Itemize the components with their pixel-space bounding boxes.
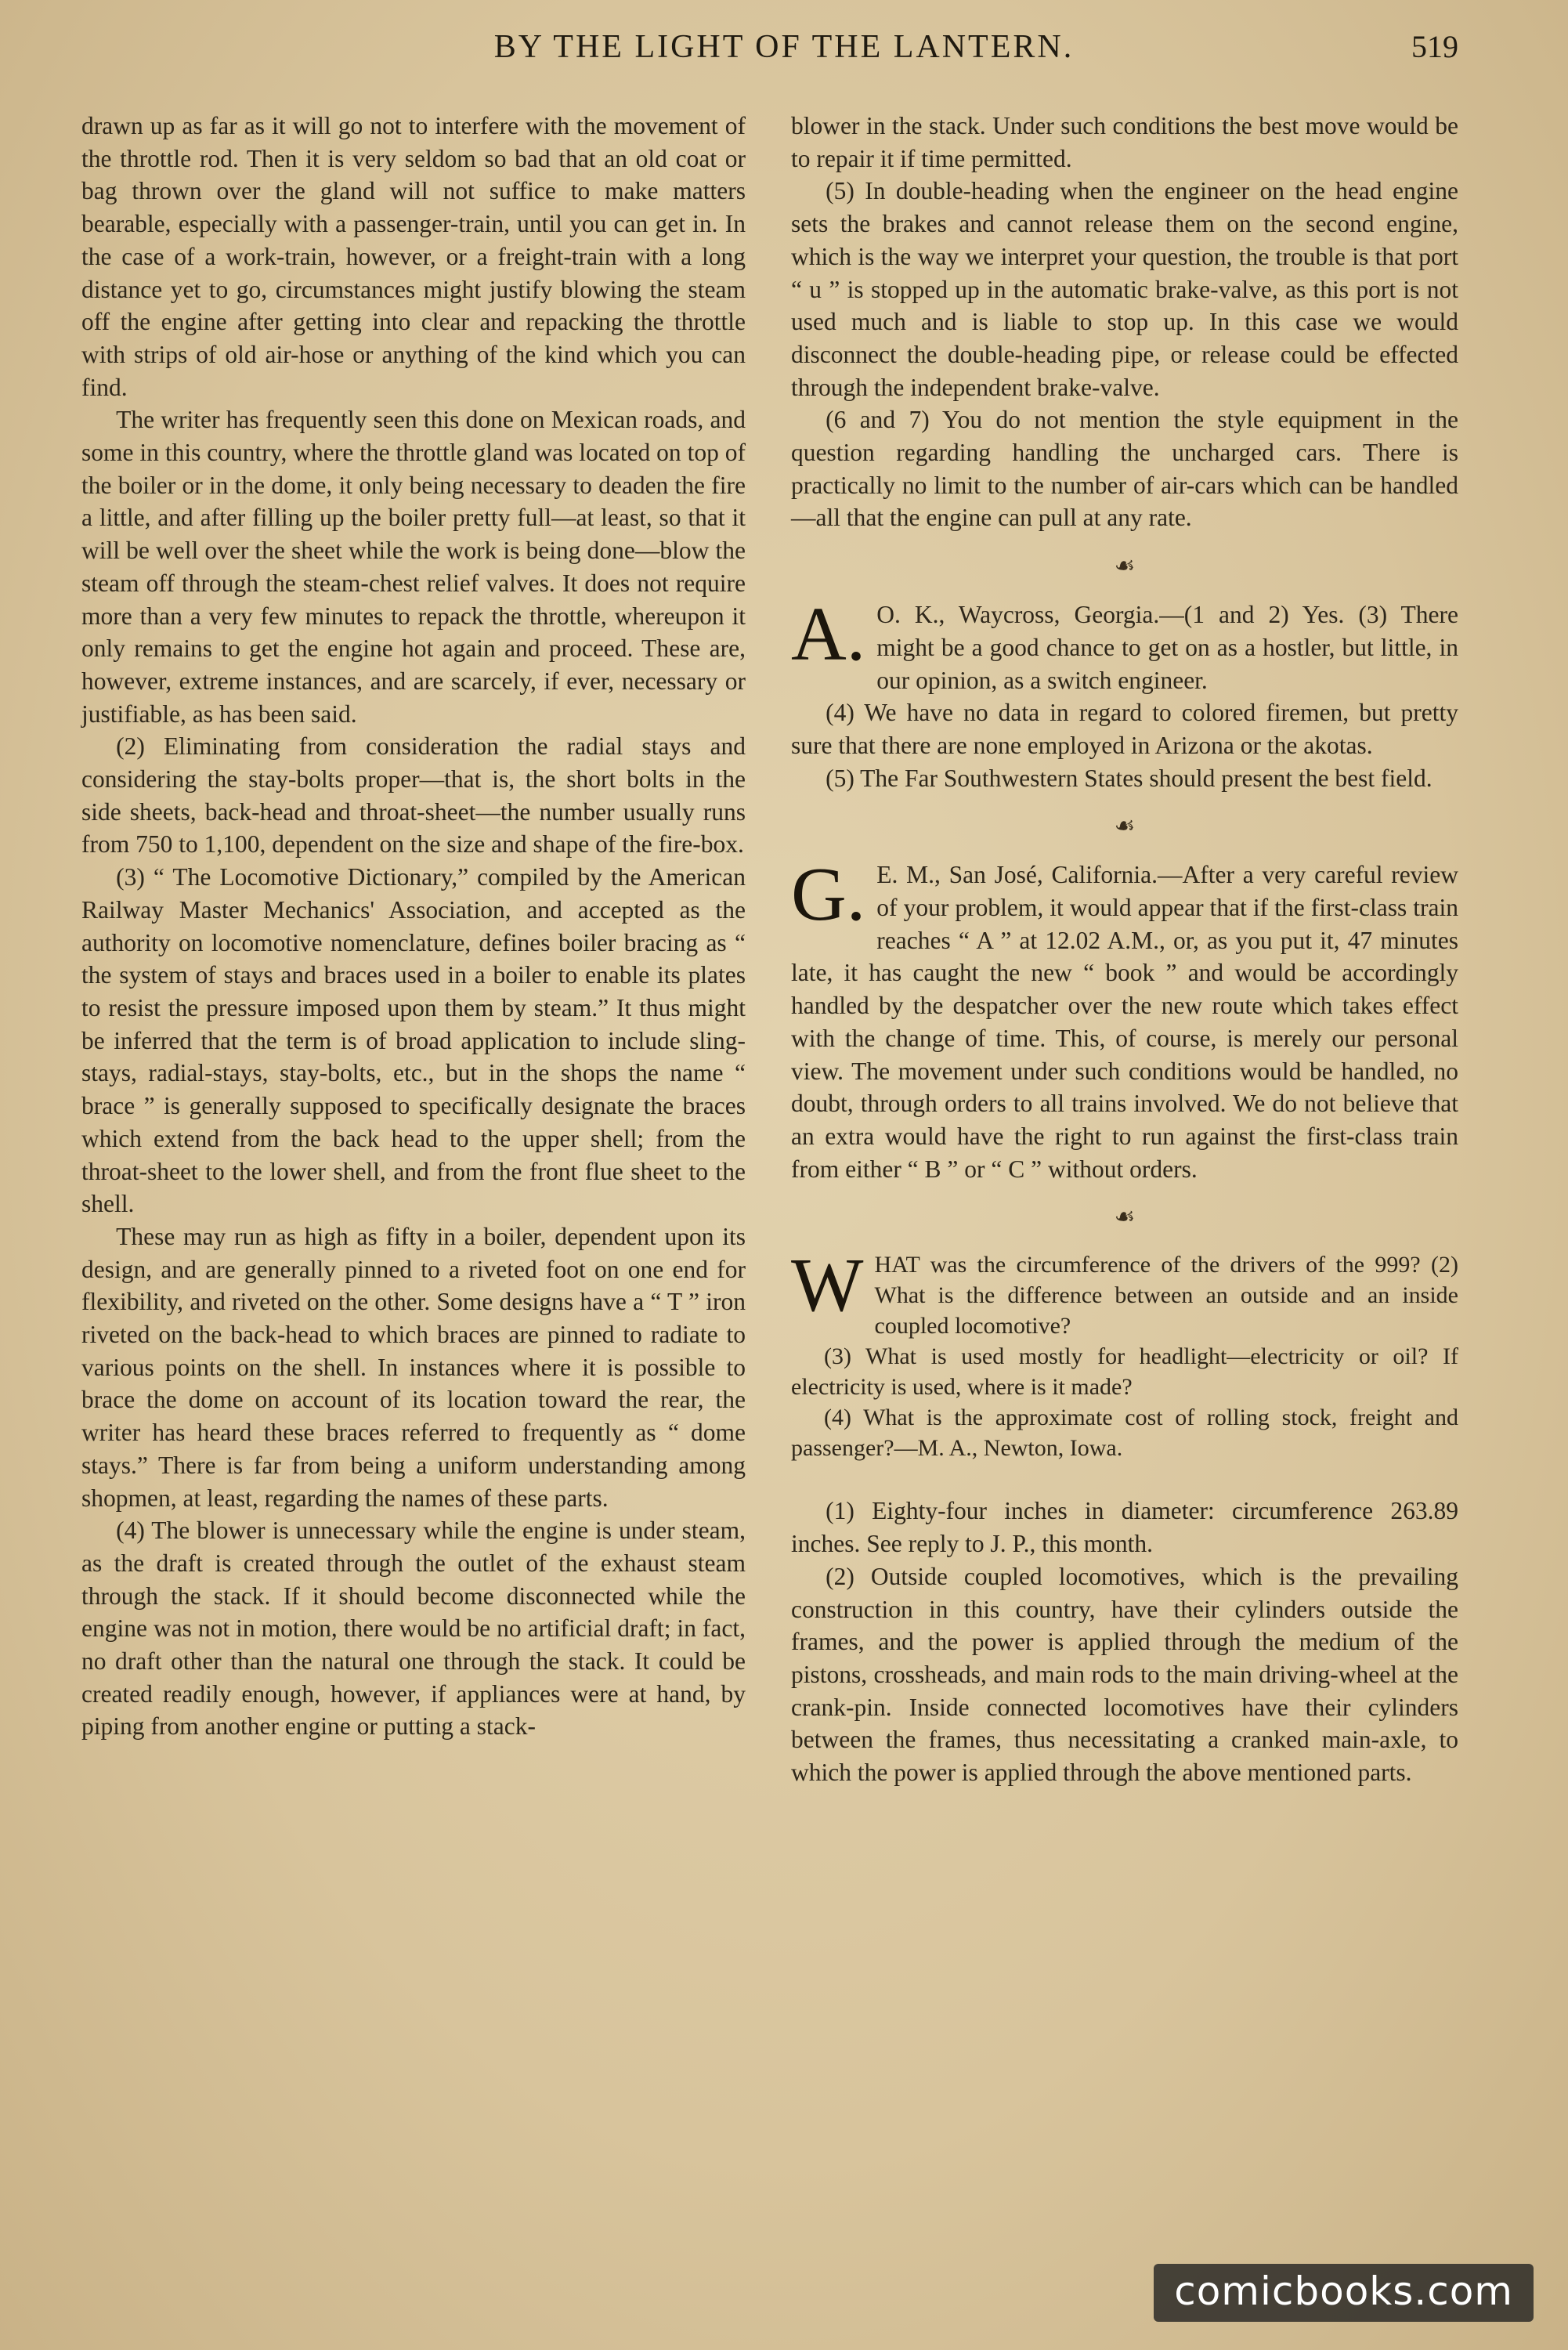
- drop-cap: A.: [791, 592, 866, 678]
- paragraph: The writer has frequently seen this done on Mexican roads, and some in this country, where the throttle gland was located on top of the boiler or in the dome, it only being necessary to deaden the fire a little, and after filling up the boiler pretty full—at least, so that it will be well over the sheet while the work is being done—blow the steam off through the steam-chest relief valves. It does not require more than a very few minutes to repack the throttle, whereupon it only remains to get the engine hot again and proceed. These are, however, extreme instances, and are scarcely, if ever, necessary or justifiable, as has been said.: [81, 406, 746, 728]
- spacer: [791, 1463, 1458, 1495]
- paragraph: (4) What is the approximate cost of rolling stock, freight and passenger?—M. A., Newton, Iowa.: [791, 1405, 1458, 1462]
- drop-cap: W: [791, 1243, 864, 1329]
- paragraph: blower in the stack. Under such conditions the best move would be to repair it if time permitted.: [791, 112, 1458, 172]
- answer-ao-text: O. K., Waycross, Georgia.—(1 and 2) Yes. (3) There might be a good chance to get on as a hostler, but little, in our opinion, as a switch engineer.: [876, 601, 1458, 694]
- paragraph: (3) “ The Locomotive Dictionary,” compiled by the American Railway Master Mechanics' Association, and accepted as the authority on locomotive nomenclature, defines boiler bracing as “ the system of stays and braces used in a boiler to enable its plates to resist the pressure imposed upon them by steam.” It thus might be inferred that the term is of broad application to include sling-stays, radial-stays, stay-bolts, etc., but in the shops the name “ brace ” is generally supposed to specifically designate the braces which extend from the back head to the upper shell; from the throat-sheet to the lower shell, and from the front flue sheet to the shell.: [81, 863, 746, 1218]
- paragraph: (5) The Far Southwestern States should present the best field.: [826, 764, 1433, 792]
- running-header: [0, 28, 1568, 75]
- left-column: [81, 110, 746, 1743]
- page-header-title: BY THE LIGHT OF THE LANTERN.: [493, 29, 1075, 65]
- right-column: [791, 110, 1458, 1789]
- drop-cap: G.: [791, 852, 866, 938]
- paragraph: (4) We have no data in regard to colored firemen, but pretty sure that there are none employed in Arizona or the akotas.: [791, 699, 1458, 759]
- paragraph: (5) In double-heading when the engineer on the head engine sets the brakes and cannot release them on the second engine, which is the way we interpret your question, the trouble is that port “ u ” is stopped up in the automatic brake-valve, as this port is not used much and is liable to stop up. In this case we would disconnect the double-heading pipe, or release could be effected through the independent brake-valve.: [791, 177, 1458, 401]
- question-block: [791, 1243, 1458, 1463]
- answer-ge-block: [791, 852, 1458, 1185]
- paragraph: (1) Eighty-four inches in diameter: circumference 263.89 inches. See reply to J. P., this month.: [791, 1497, 1458, 1558]
- paragraph: (6 and 7) You do not mention the style equipment in the question regarding handling the uncharged cars. There is practically no limit to the number of air-cars which can be handled—all that the engine can pull at any rate.: [791, 406, 1458, 532]
- section-ornament: ☙: [1114, 813, 1136, 840]
- paragraph: (3) What is used mostly for headlight—electricity or oil? If electricity is used, where is it made?: [791, 1343, 1458, 1401]
- section-ornament: ☙: [1114, 1204, 1136, 1231]
- answer-ge-text: E. M., San José, California.—After a very careful review of your problem, it would appear that if the first-class train reaches “ A ” at 12.02 A.M., or, as you put it, 47 minutes late, it has caught the new “ book ” and would be accordingly handled by the despatcher over the new route which takes effect with the change of time. This, of course, is merely our personal view. The movement under such conditions would be handled, no doubt, through orders to all trains involved. We do not believe that an extra would have the right to run against the first-class train from either “ B ” or “ C ” without orders.: [791, 861, 1458, 1183]
- page-number: 519: [1411, 29, 1458, 64]
- paragraph: (2) Outside coupled locomotives, which is the prevailing construction in this country, have their cylinders outside the frames, and the power is applied through the medium of the pistons, crossheads, and main rods to the main driving-wheel at the crank-pin. Inside connected locomotives have their cylinders between the frames, thus necessitating a cranked main-axle, to which the power is applied through the above mentioned parts.: [791, 1562, 1458, 1787]
- question-text: HAT was the circumference of the drivers of the 999? (2) What is the difference between an outside and an inside coupled locomotive?: [874, 1252, 1458, 1340]
- answer-ao-block: [791, 592, 1458, 794]
- paragraph: (4) The blower is unnecessary while the engine is under steam, as the draft is created through the outlet of the exhaust steam through the stack. If it should become disconnected while the engine was not in motion, there would be no artificial draft; in fact, no draft other than the natural one through the stack. It could be created readily enough, however, if appliances were at hand, by piping from another engine or putting a stack-: [81, 1517, 746, 1741]
- paragraph: (2) Eliminating from consideration the radial stays and considering the stay-bolts proper—that is, the short bolts in the side sheets, back-head and throat-sheet—the number usually runs from 750 to 1,100, dependent on the size and shape of the fire-box.: [81, 732, 746, 859]
- paragraph: These may run as high as fifty in a boiler, dependent upon its design, and are generally pinned to a riveted foot on one end for flexibility, and riveted on the other. Some designs have a “ T ” iron riveted on the back-head to which braces are pinned to radiate to various points on the shell. In instances where it is possible to brace the dome on account of its location toward the rear, the writer has heard these braces referred to frequently as “ dome stays.” There is far from being a uniform understanding among shopmen, at least, regarding the names of these parts.: [81, 1222, 746, 1512]
- paragraph: drawn up as far as it will go not to interfere with the movement of the throttle rod. Then it is very seldom so bad that an old coat or bag thrown over the gland will not suffice to make matters bearable, especially with a passenger-train, until you can get in. In the case of a work-train, however, or a freight-train with a long distance yet to go, circumstances might justify blowing the steam off the engine after getting into clear and repacking the throttle with strips of old air-hose or anything of the kind which you can find.: [81, 112, 746, 401]
- site-watermark: comicbooks.com: [1154, 2264, 1534, 2322]
- section-ornament: ☙: [1114, 553, 1136, 580]
